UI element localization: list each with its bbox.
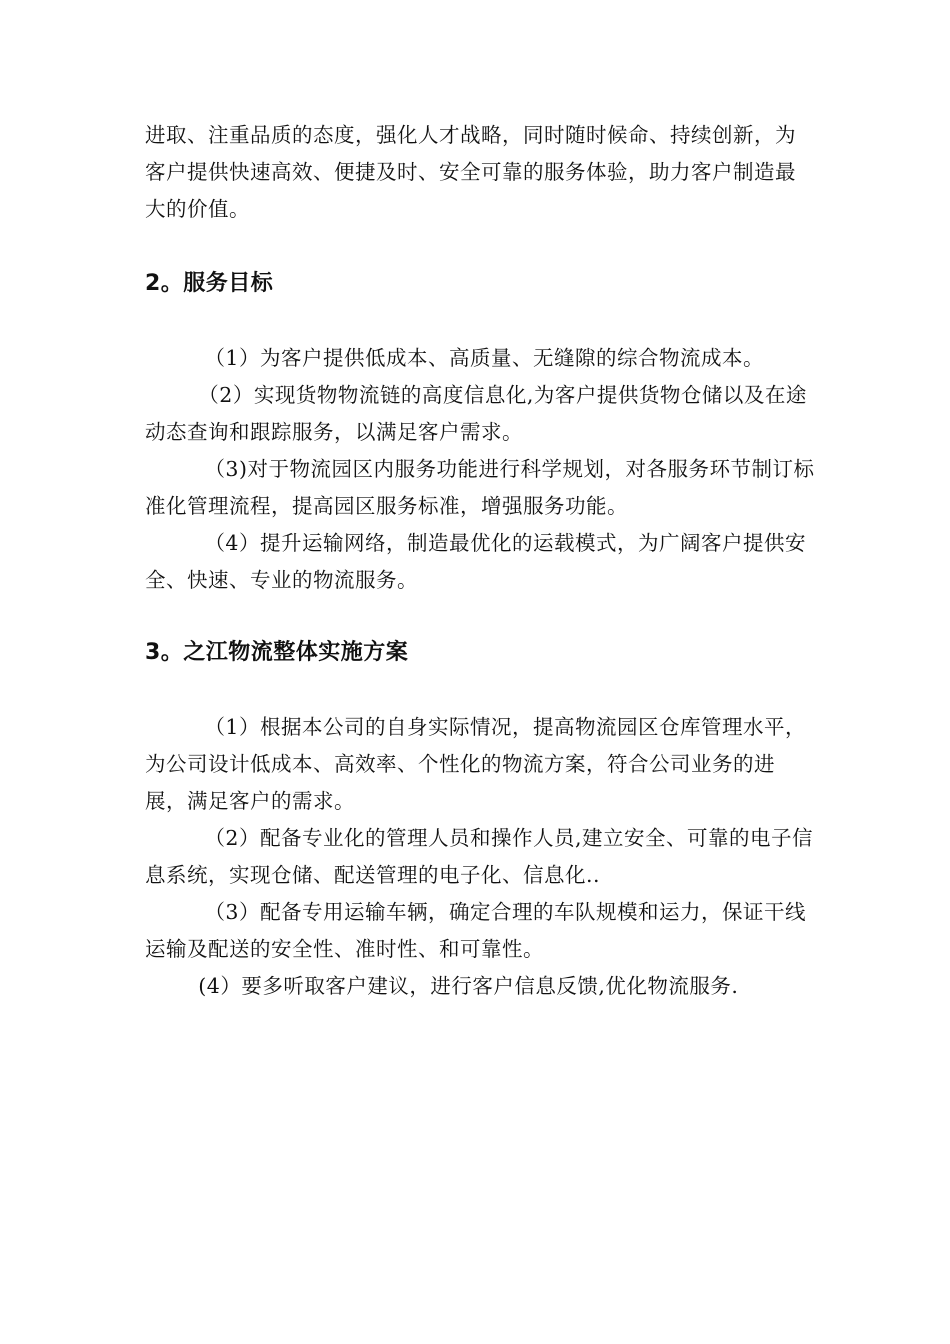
section-3-heading: 3。之江物流整体实施方案 <box>145 640 409 665</box>
section-2-item-3: （3)对于物流园区内服务功能进行科学规划，对各服务环节制订标准化管理流程，提高园区服务标准，增强服务功能。 <box>145 457 815 518</box>
section-3-item-4: (4）要多听取客户建议，进行客户信息反馈,优化物流服务. <box>198 974 739 998</box>
intro-block <box>145 117 815 228</box>
section-3-item-3: （3）配备专用运输车辆，确定合理的车队规模和运力，保证干线运输及配送的安全性、准时性、和可靠性。 <box>145 900 806 961</box>
section-2-list <box>145 340 815 599</box>
section-3-list <box>145 709 815 1005</box>
section-2-heading: 2。服务目标 <box>145 271 274 296</box>
section-3-item-1: （1）根据本公司的自身实际情况，提高物流园区仓库管理水平，为公司设计低成本、高效率、个性化的物流方案，符合公司业务的进展，满足客户的需求。 <box>145 715 806 813</box>
section-3-item-2: （2）配备专业化的管理人员和操作人员,建立安全、可靠的电子信息系统，实现仓储、配送管理的电子化、信息化.. <box>145 826 813 887</box>
section-2-item-1: （1）为客户提供低成本、高质量、无缝隙的综合物流成本。 <box>204 346 764 370</box>
section-2-item-2: （2）实现货物物流链的高度信息化,为客户提供货物仓储以及在途动态查询和跟踪服务，以满足客户需求。 <box>145 383 807 444</box>
intro-paragraph: 进取、注重品质的态度，强化人才战略，同时随时候命、持续创新，为客户提供快速高效、便捷及时、安全可靠的服务体验，助力客户制造最大的价值。 <box>145 123 796 221</box>
section-2-item-4: （4）提升运输网络，制造最优化的运载模式，为广阔客户提供安全、快速、专业的物流服务。 <box>145 531 806 592</box>
